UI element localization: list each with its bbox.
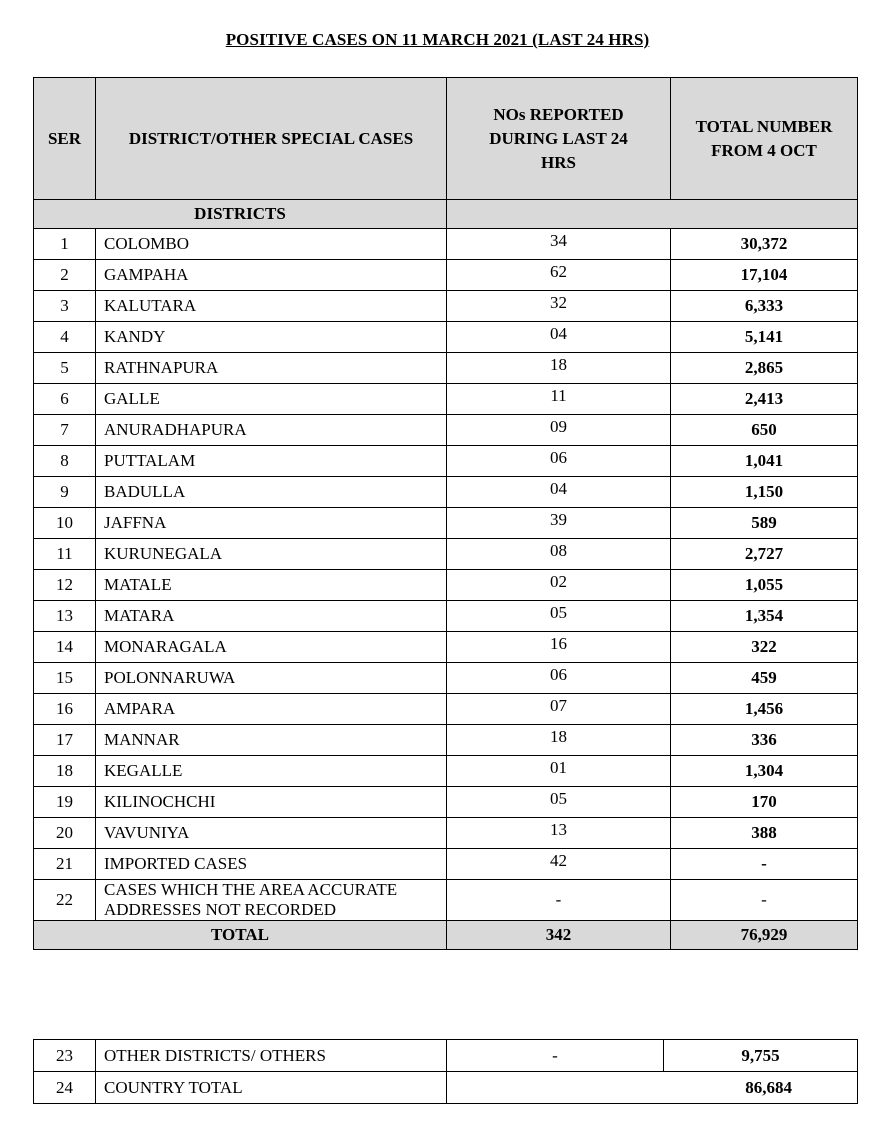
reported-cell: 18 (447, 353, 671, 384)
section-label: DISTRICTS (34, 200, 447, 229)
district-cell: GAMPAHA (96, 260, 447, 291)
total-cell: 388 (671, 818, 858, 849)
district-cell: CASES WHICH THE AREA ACCURATE ADDRESSES NOT RECORDED (96, 880, 447, 921)
total-cell: 1,354 (671, 601, 858, 632)
district-cell: POLONNARUWA (96, 663, 447, 694)
district-cell: GALLE (96, 384, 447, 415)
reported-cell: 04 (447, 322, 671, 353)
district-cell: COUNTRY TOTAL (96, 1072, 447, 1104)
total-reported-cell: 342 (447, 921, 671, 950)
district-cell: MANNAR (96, 725, 447, 756)
table-row (34, 415, 858, 446)
ser-cell: 21 (34, 849, 96, 880)
ser-cell: 24 (34, 1072, 96, 1104)
total-cell: 322 (671, 632, 858, 663)
reported-cell: 05 (447, 601, 671, 632)
table-row (34, 446, 858, 477)
ser-cell: 2 (34, 260, 96, 291)
total-cell: 9,755 (664, 1040, 858, 1072)
table-row (34, 880, 858, 921)
district-cell: KILINOCHCHI (96, 787, 447, 818)
reported-cell: - (447, 880, 671, 921)
ser-cell: 6 (34, 384, 96, 415)
reported-cell: 39 (447, 508, 671, 539)
reported-cell: 08 (447, 539, 671, 570)
table-row (34, 787, 858, 818)
total-row (34, 921, 858, 950)
ser-cell: 8 (34, 446, 96, 477)
district-cell: IMPORTED CASES (96, 849, 447, 880)
ser-cell: 4 (34, 322, 96, 353)
reported-cell: 04 (447, 477, 671, 508)
cases-table (33, 77, 858, 950)
ser-cell: 18 (34, 756, 96, 787)
header-ser: SER (34, 78, 96, 200)
total-cell: 336 (671, 725, 858, 756)
total-cell: 459 (671, 663, 858, 694)
total-cell: - (671, 849, 858, 880)
table-row (34, 477, 858, 508)
header-total: TOTAL NUMBER FROM 4 OCT (671, 78, 858, 200)
ser-cell: 23 (34, 1040, 96, 1072)
district-cell: KALUTARA (96, 291, 447, 322)
district-cell: VAVUNIYA (96, 818, 447, 849)
total-cell: 5,141 (671, 322, 858, 353)
table-row (34, 291, 858, 322)
reported-cell: 07 (447, 694, 671, 725)
ser-cell: 9 (34, 477, 96, 508)
total-cell: 650 (671, 415, 858, 446)
reported-cell: 62 (447, 260, 671, 291)
total-cell: 589 (671, 508, 858, 539)
total-cell: 170 (671, 787, 858, 818)
ser-cell: 1 (34, 229, 96, 260)
district-cell: AMPARA (96, 694, 447, 725)
reported-cell: 32 (447, 291, 671, 322)
table-row (34, 508, 858, 539)
ser-cell: 10 (34, 508, 96, 539)
total-label: TOTAL (34, 921, 447, 950)
district-cell: MONARAGALA (96, 632, 447, 663)
ser-cell: 12 (34, 570, 96, 601)
ser-cell: 5 (34, 353, 96, 384)
total-total-cell: 76,929 (671, 921, 858, 950)
reported-cell: - (447, 1040, 664, 1072)
total-cell: 2,413 (671, 384, 858, 415)
reported-cell: 06 (447, 446, 671, 477)
reported-cell: 06 (447, 663, 671, 694)
table-row (34, 694, 858, 725)
table-row (34, 229, 858, 260)
district-cell: KANDY (96, 322, 447, 353)
reported-cell: 02 (447, 570, 671, 601)
reported-cell: 11 (447, 384, 671, 415)
reported-cell: 34 (447, 229, 671, 260)
district-cell: OTHER DISTRICTS/ OTHERS (96, 1040, 447, 1072)
ser-cell: 14 (34, 632, 96, 663)
page-title: POSITIVE CASES ON 11 MARCH 2021 (LAST 24 HRS) (225, 30, 650, 49)
table-row (34, 818, 858, 849)
table-row (34, 632, 858, 663)
reported-cell: 16 (447, 632, 671, 663)
table-row (34, 322, 858, 353)
table-row (34, 570, 858, 601)
reported-cell: 05 (447, 787, 671, 818)
table-row (34, 1040, 858, 1072)
total-cell: - (671, 880, 858, 921)
district-cell: COLOMBO (96, 229, 447, 260)
ser-cell: 11 (34, 539, 96, 570)
total-cell: 2,727 (671, 539, 858, 570)
table-row (34, 601, 858, 632)
district-cell: MATALE (96, 570, 447, 601)
total-cell: 1,150 (671, 477, 858, 508)
summary-table (33, 1039, 858, 1104)
header-reported: NOs REPORTED DURING LAST 24 HRS (447, 78, 671, 200)
total-cell: 30,372 (671, 229, 858, 260)
ser-cell: 3 (34, 291, 96, 322)
header-district: DISTRICT/OTHER SPECIAL CASES (96, 78, 447, 200)
total-cell: 2,865 (671, 353, 858, 384)
section-row (34, 200, 858, 229)
total-cell: 1,041 (671, 446, 858, 477)
reported-cell: 42 (447, 849, 671, 880)
table-row (34, 539, 858, 570)
district-cell: PUTTALAM (96, 446, 447, 477)
table-row (34, 353, 858, 384)
reported-cell: 18 (447, 725, 671, 756)
ser-cell: 16 (34, 694, 96, 725)
total-cell: 6,333 (671, 291, 858, 322)
ser-cell: 19 (34, 787, 96, 818)
total-cell: 86,684 (447, 1072, 858, 1104)
ser-cell: 15 (34, 663, 96, 694)
table-row (34, 663, 858, 694)
district-cell: RATHNAPURA (96, 353, 447, 384)
ser-cell: 20 (34, 818, 96, 849)
total-cell: 17,104 (671, 260, 858, 291)
ser-cell: 7 (34, 415, 96, 446)
table-row (34, 1072, 858, 1104)
district-cell: KURUNEGALA (96, 539, 447, 570)
total-cell: 1,456 (671, 694, 858, 725)
table-row (34, 756, 858, 787)
table-row (34, 384, 858, 415)
table-row (34, 260, 858, 291)
reported-cell: 13 (447, 818, 671, 849)
total-cell: 1,304 (671, 756, 858, 787)
ser-cell: 13 (34, 601, 96, 632)
reported-cell: 01 (447, 756, 671, 787)
ser-cell: 17 (34, 725, 96, 756)
district-cell: KEGALLE (96, 756, 447, 787)
total-cell: 1,055 (671, 570, 858, 601)
district-cell: ANURADHAPURA (96, 415, 447, 446)
district-cell: JAFFNA (96, 508, 447, 539)
district-cell: MATARA (96, 601, 447, 632)
ser-cell: 22 (34, 880, 96, 921)
reported-cell: 09 (447, 415, 671, 446)
table-row (34, 725, 858, 756)
table-row (34, 849, 858, 880)
district-cell: BADULLA (96, 477, 447, 508)
